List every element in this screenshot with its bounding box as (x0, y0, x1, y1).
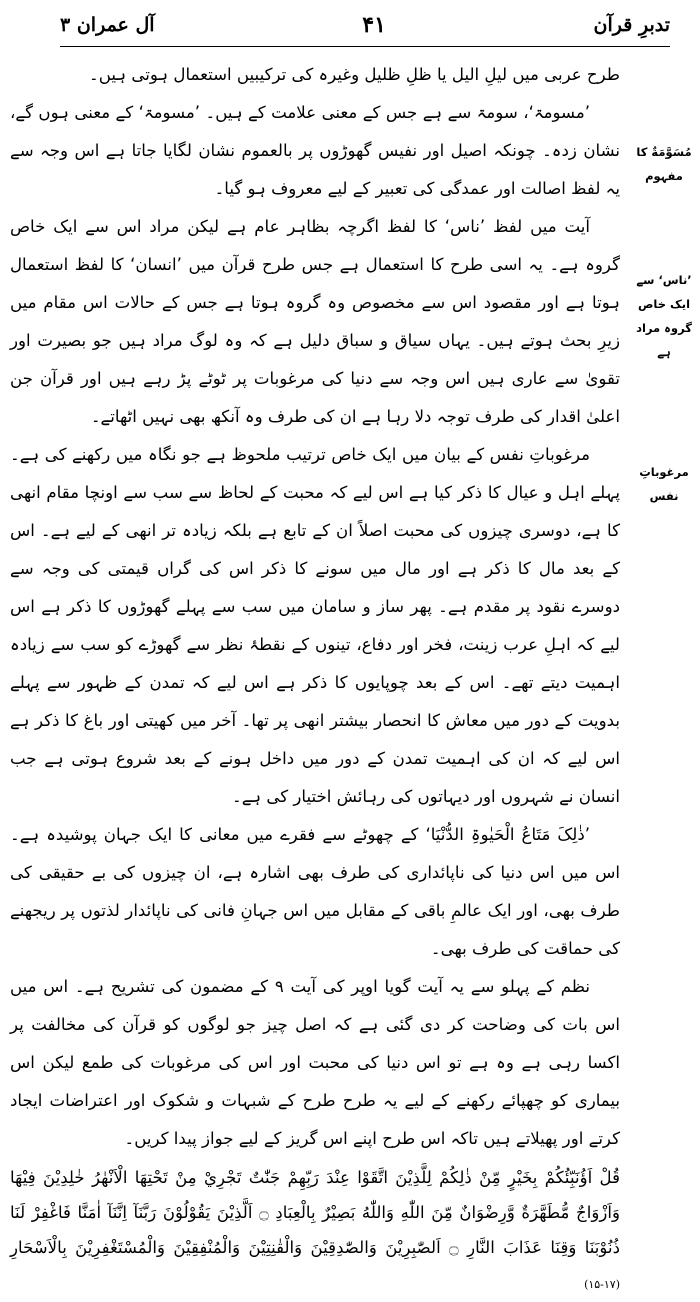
surah-title: آل عمران ۳ (60, 14, 155, 36)
commentary-body (10, 56, 620, 1291)
paragraph: ’ذٰلِکَ مَتَاعُ الْحَیٰوۃِ الدُّنْیَا‘ کے چھوٹے سے فقرے میں معانی کا ایک جہان پوشیدہ ہے۔ اس میں اس دنیا کی ناپائداری کی طرف بھی اشارہ ہے، ان چیزوں کی بے حقیقی کی طرف بھی، اور ایک عالمِ باقی کے مقابل میں اس جہانِ فانی کی ناپائدار لذتوں پر ریجھنے کی حماقت کی طرف بھی۔ (10, 825, 620, 958)
paragraph: آیت میں لفظ ’ناس‘ کا لفظ اگرچہ بظاہر عام ہے لیکن مراد اس سے ایک خاص گروہ ہے۔ یہ اسی طرح کا استعمال ہے جس طرح قرآن میں ’انسان‘ کا لفظ استعمال ہوتا ہے اور مقصود اس سے مخصوص وہ گروہ ہوتا ہے جس کے حالات اس مقام میں زیرِ بحث ہوتے ہیں۔ یہاں سیاق و سباق دلیل ہے کہ وہ لوگ مراد ہیں جو بصیرت اور تقویٰ سے عاری ہیں اس وجہ سے دنیا کی مرغوبات پر ٹوٹے پڑ رہے ہیں اور قرآن جن اعلیٰ اقدار کی طرف توجہ دلا رہا ہے ان کی طرف وہ آنکھ بھی نہیں اٹھاتے۔ (10, 217, 620, 426)
book-title: تدبرِ قرآن (593, 14, 670, 36)
paragraph: طرح عربی میں لیلِ الیل یا ظلِ ظلیل وغیرہ کی ترکیبیں استعمال ہوتی ہیں۔ (89, 65, 620, 84)
verse-reference: (۱۵-۱۷) (584, 1278, 620, 1291)
page-header (60, 8, 670, 42)
page-number: ۴۱ (362, 12, 386, 38)
quran-verse (10, 1160, 620, 1302)
margin-note: مرغوباتِ نفس (639, 465, 689, 503)
margin-note: ’ناس‘ سے ایک خاص گروہ مراد ہے (636, 273, 692, 359)
paragraph: نظم کے پہلو سے یہ آیت گویا اوپر کی آیت ۹ کے مضمون کی تشریح ہے۔ اس میں اس بات کی وضاحت کر دی گئی ہے کہ اصل چیز جو لوگوں کو قرآن کی مخالفت پر اکسا رہی ہے وہ ہے تو اس دنیا کی محبت اور اس کی مرغوبات کی طمع لیکن اس بیماری کو چھپائے رکھنے کے لیے یہ طرح طرح کے شبہات و شکوک اور اعتراضات ایجاد کرتے اور پھیلاتے ہیں تاکہ اس طرح اپنے اس گریز کے لیے جواز پیدا کریں۔ (10, 977, 620, 1148)
margin-note: مُسَوَّمَةٌ کا مفہوم (636, 145, 692, 183)
paragraph: مرغوباتِ نفس کے بیان میں ایک خاص ترتیب ملحوظ ہے جو نگاہ میں رکھنے کی ہے۔ پہلے اہل و عیال کا ذکر کیا ہے اس لیے کہ محبت کے لحاظ سے سب سے اونچا مقام انھی کا ہے، دوسری چیزوں کی محبت اصلاً ان کے تابع ہے بلکہ زیادہ تر انھی کے لیے ہے۔ اس کے بعد مال کا ذکر ہے اور مال میں سونے کا ذکر اس کی گراں قیمتی کی وجہ سے دوسرے نقود پر مقدم ہے۔ پھر ساز و سامان میں سب سے پہلے گھوڑوں کا ذکر ہے اس لیے کہ اہلِ عرب زینت، فخر اور دفاع، تینوں کے نقطۂ نظر سے گھوڑے کو سب سے زیادہ اہمیت دیتے تھے۔ اس کے بعد چوپایوں کا ذکر ہے اس لیے کہ تمدن کے ظہور سے پہلے بدویت کے دور میں معاش کا انحصار بیشتر انھی پر تھا۔ آخر میں کھیتی اور باغ کا ذکر ہے اس لیے کہ ان کی اہمیت تمدن کے دور میں داخل ہونے کے بعد شروع ہوتی ہے جب انسان نے شہروں اور دیہاتوں کی رہائش اختیار کی ہے۔ (10, 445, 620, 806)
header-rule (60, 46, 670, 47)
verse-text: قُلْ اَؤُنَبِّئُكُمْ بِخَيْرٍ مِّنْ ذٰلِكُمْ لِلَّذِيْنَ اتَّقَوْا عِنْدَ رَبِّهِمْ جَنّٰتٌ تَجْرِيْ مِنْ تَحْتِهَا الْاَنْهٰرُ خٰلِدِيْنَ فِيْهَا وَاَزْوَاجٌ مُّطَهَّرَةٌ وَّرِضْوَانٌ مِّنَ اللّٰهِ وَاللّٰهُ بَصِيْرٌ بِالْعِبَادِ ۝ اَلَّذِيْنَ يَقُوْلُوْنَ رَبَّنَآ اِنَّنَآ اٰمَنَّا فَاغْفِرْ لَنَا ذُنُوْبَنَا وَقِنَا عَذَابَ النَّارِ ۝ اَلصّٰبِرِيْنَ وَالصّٰدِقِيْنَ وَالْقٰنِتِيْنَ وَالْمُنْفِقِيْنَ وَالْمُسْتَغْفِرِيْنَ بِالْاَسْحَارِ (10, 1168, 620, 1257)
paragraph: ’مسومۃ‘، سومۃ سے ہے جس کے معنی علامت کے ہیں۔ ’مسومۃ‘ کے معنی ہوں گے، نشان زدہ۔ چونکہ اصیل اور نفیس گھوڑوں پر بالعموم نشان لگایا جاتا ہے اس وجہ سے یہ لفظ اصالت اور عمدگی کی تعبیر کے لیے معروف ہو گیا۔ (10, 103, 620, 198)
